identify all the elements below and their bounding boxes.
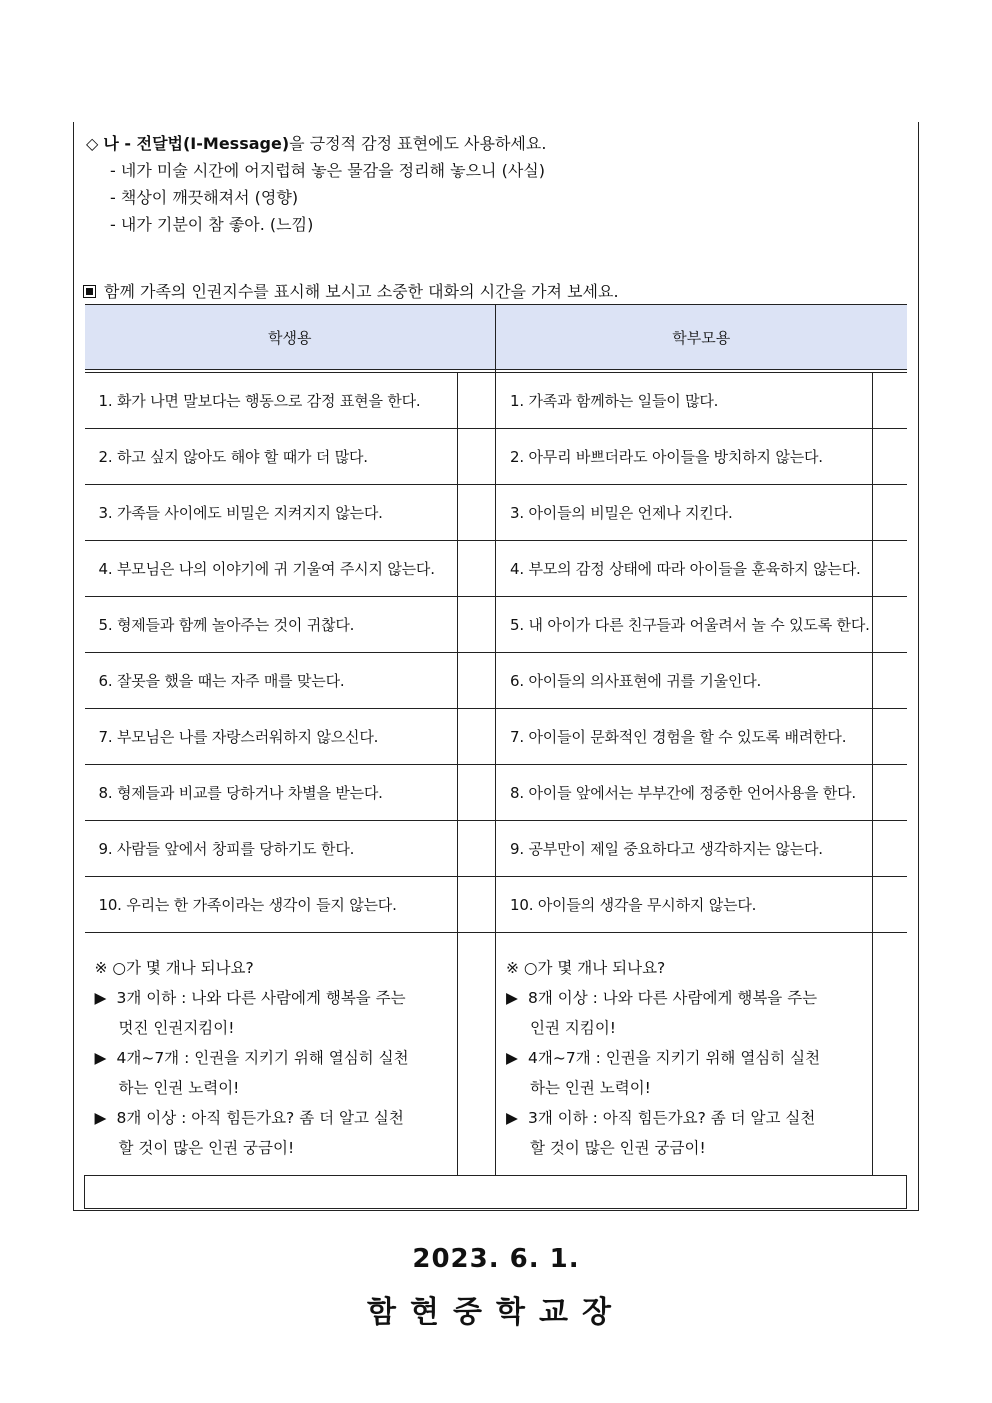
parent-check-cell[interactable] (873, 653, 907, 709)
student-check-cell[interactable] (458, 765, 496, 821)
parent-item: 4. 부모의 감정 상태에 따라 아이들을 훈육하지 않는다. (496, 541, 873, 597)
guide-line-fact: - 네가 미술 시간에 어지럽혀 놓은 물감을 정리해 놓으니 (사실) (110, 161, 545, 180)
triangle-bullet-icon: ▶ (506, 1109, 518, 1127)
parent-result-box: ※ ○가 몇 개나 되나요? ▶ 8개 이상 : 나와 다른 사람에게 행복을 주는 인권 지킴이! ▶ 4개~7개 : 인권을 지키기 위해 열심히 실천 하는 인권 노력이! ▶ 3개 이하 : 아직 힘든가요? 좀 더 알고 실천 할 것이 많은 인권 궁금이! (496, 933, 873, 1176)
parent-header: 학부모용 (496, 305, 907, 370)
student-check-cell[interactable] (458, 541, 496, 597)
student-item: 5. 형제들과 함께 놀아주는 것이 귀찮다. (85, 597, 458, 653)
triangle-bullet-icon: ▶ (506, 1049, 518, 1067)
parent-item: 6. 아이들의 의사표현에 귀를 기울인다. (496, 653, 873, 709)
parent-item: 8. 아이들 앞에서는 부부간에 정중한 언어사용을 한다. (496, 765, 873, 821)
document-date: 2023. 6. 1. (412, 1244, 580, 1274)
student-item: 9. 사람들 앞에서 창피를 당하기도 한다. (85, 821, 458, 877)
parent-check-cell[interactable] (873, 485, 907, 541)
triangle-bullet-icon: ▶ (94, 1049, 107, 1067)
i-message-guide (86, 130, 546, 238)
student-result-box: ※ ○가 몇 개나 되나요? ▶ 3개 이하 : 나와 다른 사람에게 행복을 주는 멋진 인권지킴이! ▶ 4개~7개 : 인권을 지키기 위해 열심히 실천 하는 인권 노력이! ▶ 8개 이상 : 아직 힘든가요? 좀 더 알고 실천 할 것이 많은 인권 궁금이! (85, 933, 458, 1176)
table-row (85, 429, 907, 485)
parent-check-cell[interactable] (873, 709, 907, 765)
instruction-line: 함께 가족의 인권지수를 표시해 보시고 소중한 대화의 시간을 가져 보세요. (83, 280, 619, 304)
student-check-cell[interactable] (458, 709, 496, 765)
guide-line-effect: - 책상이 깨끗해져서 (영향) (110, 188, 299, 207)
guide-line-feeling: - 내가 기분이 참 좋아. (느낌) (110, 215, 314, 234)
parent-check-cell[interactable] (873, 373, 907, 429)
parent-check-cell[interactable] (873, 597, 907, 653)
parent-check-cell[interactable] (873, 429, 907, 485)
student-item: 7. 부모님은 나를 자랑스러워하지 않으신다. (85, 709, 458, 765)
triangle-bullet-icon: ▶ (94, 1109, 107, 1127)
parent-check-cell[interactable] (873, 765, 907, 821)
student-check-cell[interactable] (458, 485, 496, 541)
student-item: 6. 잘못을 했을 때는 자주 매를 맞는다. (85, 653, 458, 709)
parent-check-cell[interactable] (873, 821, 907, 877)
table-row (85, 709, 907, 765)
table-header-row (85, 305, 907, 370)
table-row (85, 597, 907, 653)
student-item: 1. 화가 나면 말보다는 행동으로 감정 표현을 한다. (85, 373, 458, 429)
parent-item: 9. 공부만이 제일 중요하다고 생각하지는 않는다. (496, 821, 873, 877)
square-bullet-icon (83, 285, 96, 298)
student-check-cell[interactable] (458, 373, 496, 429)
parent-item: 5. 내 아이가 다른 친구들과 어울려서 놀 수 있도록 한다. (496, 597, 873, 653)
student-item: 8. 형제들과 비교를 당하거나 차별을 받는다. (85, 765, 458, 821)
parent-item: 1. 가족과 함께하는 일들이 많다. (496, 373, 873, 429)
student-item: 10. 우리는 한 가족이라는 생각이 들지 않는다. (85, 877, 458, 933)
result-row (85, 933, 907, 1176)
parent-item: 2. 아무리 바쁘더라도 아이들을 방치하지 않는다. (496, 429, 873, 485)
family-rights-index-table (84, 304, 907, 1209)
parent-result-mark[interactable] (873, 933, 907, 1176)
table-row (85, 821, 907, 877)
student-result-mark[interactable] (458, 933, 496, 1176)
triangle-bullet-icon: ▶ (94, 989, 107, 1007)
table-row (85, 485, 907, 541)
student-item: 3. 가족들 사이에도 비밀은 지켜지지 않는다. (85, 485, 458, 541)
parent-item: 10. 아이들의 생각을 무시하지 않는다. (496, 877, 873, 933)
table-row (85, 877, 907, 933)
student-check-cell[interactable] (458, 597, 496, 653)
student-check-cell[interactable] (458, 877, 496, 933)
student-check-cell[interactable] (458, 653, 496, 709)
table-row (85, 765, 907, 821)
parent-item: 7. 아이들이 문화적인 경험을 할 수 있도록 배려한다. (496, 709, 873, 765)
student-check-cell[interactable] (458, 429, 496, 485)
parent-check-cell[interactable] (873, 541, 907, 597)
parent-item: 3. 아이들의 비밀은 언제나 지킨다. (496, 485, 873, 541)
table-row (85, 653, 907, 709)
student-header: 학생용 (85, 305, 496, 370)
student-item: 2. 하고 싶지 않아도 해야 할 때가 더 많다. (85, 429, 458, 485)
parent-check-cell[interactable] (873, 877, 907, 933)
school-principal-signature: 함현중학교장 (367, 1295, 625, 1330)
student-item: 4. 부모님은 나의 이야기에 귀 기울여 주시지 않는다. (85, 541, 458, 597)
table-row (85, 541, 907, 597)
table-row (85, 373, 907, 429)
guide-title: ◇ 나 - 전달법(I-Message)을 긍정적 감정 표현에도 사용하세요. (86, 134, 547, 153)
student-check-cell[interactable] (458, 821, 496, 877)
triangle-bullet-icon: ▶ (506, 989, 518, 1007)
